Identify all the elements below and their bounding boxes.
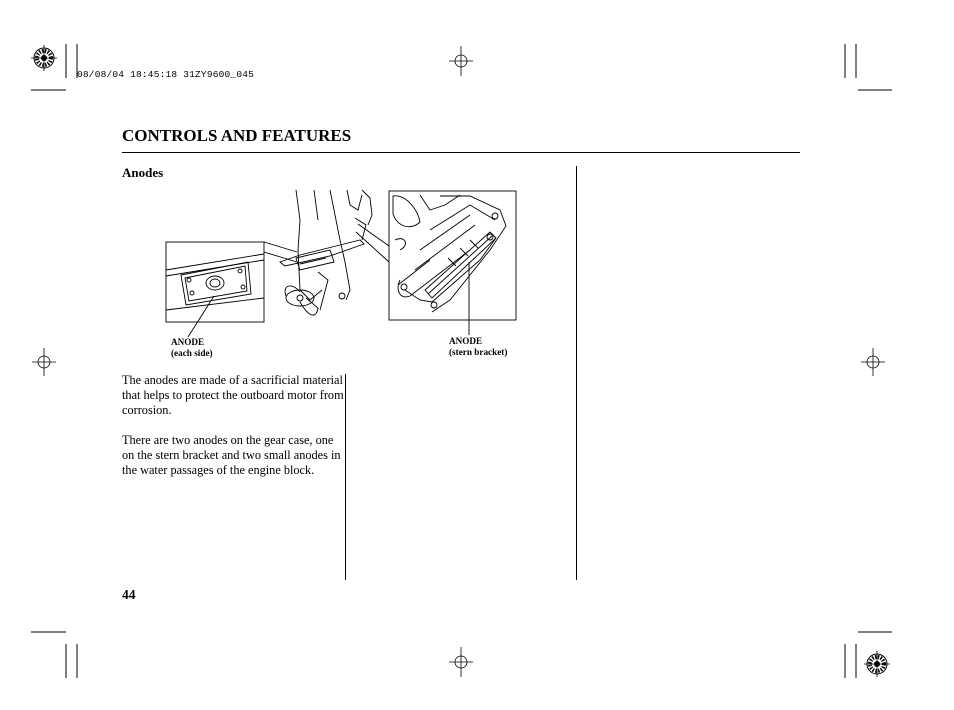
- column-divider-right: [576, 166, 577, 580]
- registration-target-top: [449, 46, 473, 76]
- anode-stern-label-line2: (stern bracket): [449, 347, 508, 357]
- registration-target-bottom: [449, 647, 473, 677]
- anode-illustration: [166, 190, 516, 337]
- header-rule: [122, 152, 800, 153]
- anode-stern-label: [449, 336, 507, 358]
- page-number: 44: [122, 587, 136, 602]
- section-heading: Anodes: [122, 165, 164, 180]
- body-paragraph-2: There are two anodes on the gear case, one on the stern bracket and two small anodes in the water passages of the engine block.: [122, 433, 341, 477]
- registration-target-right: [861, 348, 885, 376]
- anode-side-label-line1: ANODE: [171, 337, 205, 347]
- outboard-lower-unit: [280, 190, 372, 315]
- anode-side-label: [171, 337, 213, 359]
- body-paragraph-1: The anodes are made of a sacrificial material that helps to protect the outboard motor from corrosion.: [122, 373, 344, 417]
- starburst-mark-top-left: [31, 45, 57, 71]
- side-anode-inset: [166, 242, 264, 322]
- anode-side-label-line2: (each side): [171, 348, 213, 358]
- anode-stern-label-line1: ANODE: [449, 336, 483, 346]
- print-slug: 08/08/04 18:45:18 31ZY9600_045: [77, 69, 255, 80]
- starburst-mark-bottom-right: [864, 651, 890, 677]
- page-title: CONTROLS AND FEATURES: [122, 126, 352, 145]
- registration-target-left: [32, 348, 56, 376]
- stern-bracket-inset: [389, 191, 516, 320]
